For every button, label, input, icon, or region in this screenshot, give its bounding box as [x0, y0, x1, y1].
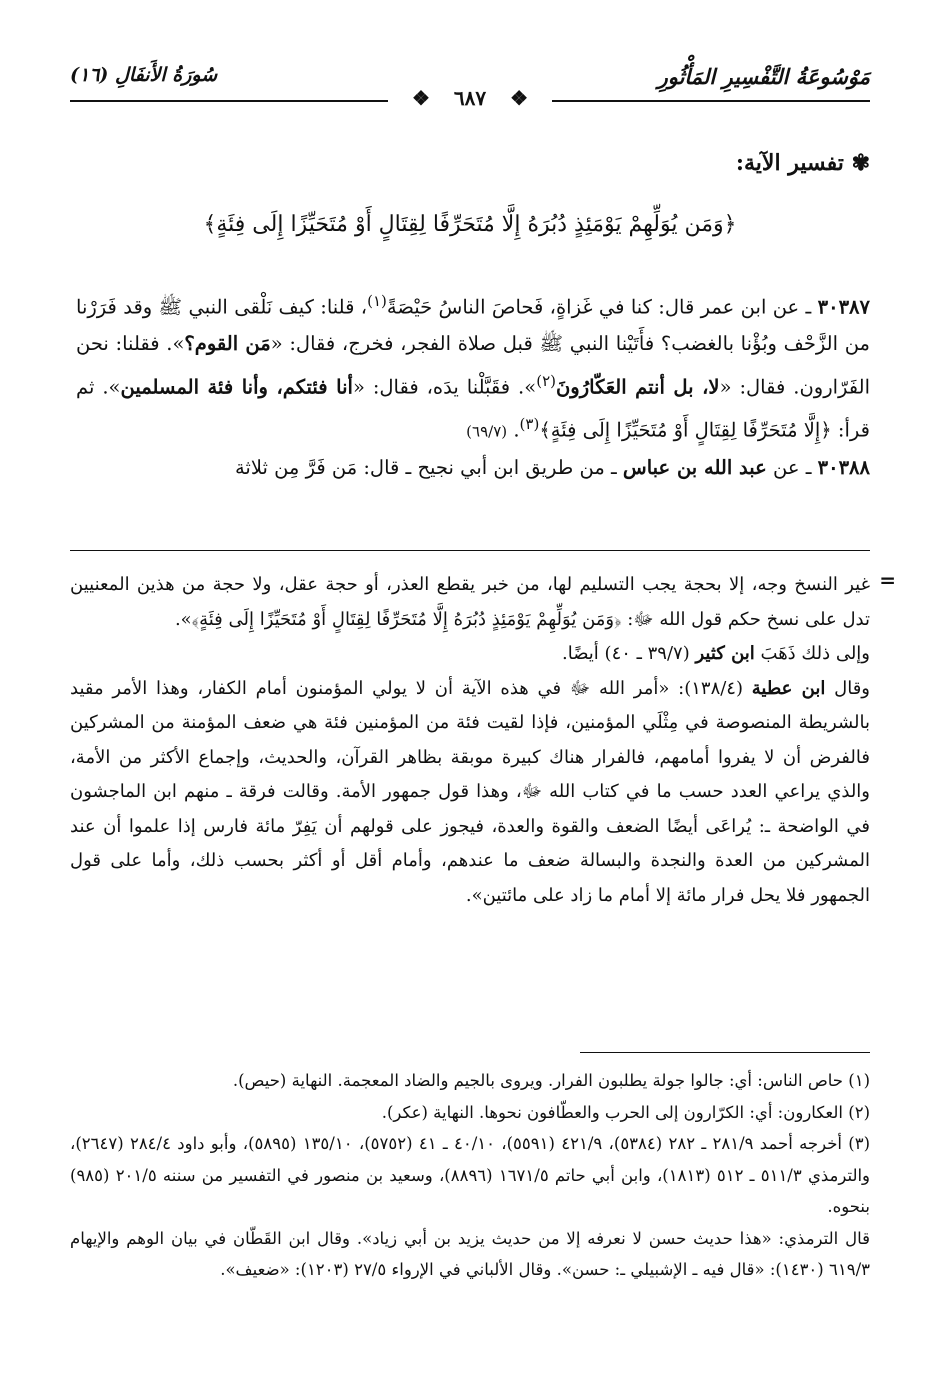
flower-ornament-icon: ✾ — [851, 150, 870, 176]
narration-text: . — [507, 418, 520, 441]
page-number: ٦٨٧ — [444, 86, 496, 110]
narration-text: ـ عن — [766, 455, 818, 479]
footnote-ref: (٢) — [536, 371, 556, 390]
verse-quote: ﴿إِلَّا مُتَحَرِّفًا لِقِتَالٍ أَوْ مُتَحَيِّزًا إِلَى فِئَةٍ﴾ — [539, 418, 832, 441]
footnotes — [70, 1065, 870, 1286]
narration-item — [76, 283, 870, 450]
narration-item — [76, 450, 870, 487]
scholar-name: ابن عطية — [751, 677, 826, 699]
narration-number: ٣٠٣٨٨ — [817, 455, 870, 479]
hadith-quote: لا، بل أنتم العَكّارُونَ — [555, 375, 720, 398]
note-paragraph — [70, 672, 870, 914]
narration-text: ـ من طريق ابن أبي نجيح ـ قال: مَن فَرَّ مِن ثلاثة — [234, 455, 623, 479]
narration-text: ». فقَبَّلْنا يدَه، فقال: « — [352, 375, 537, 398]
volume-reference: (٦٩/٧) — [466, 422, 508, 440]
note-paragraph — [70, 568, 870, 637]
ornament-icon: ❖ — [402, 86, 440, 110]
footnote: (١) حاص الناس: أي: جالوا جولة يطلبون الفرار. ويروى بالجيم والضاد المعجمة. النهاية (حيص). — [232, 1071, 870, 1090]
verse-quote: ﴿وَمَن يُوَلِّهِمْ يَوْمَئِذٍ دُبُرَهُ إِلَّا مُتَحَرِّفًا لِقِتَالٍ أَوْ مُتَحَيِّزًا إِلَى فِئَةٍ﴾ — [191, 608, 622, 630]
narrations — [76, 283, 870, 486]
footnote-ref: (١) — [367, 292, 387, 310]
note-paragraph — [70, 637, 870, 672]
narration-text: ». فقلنا: نحن الفَرّارون. فقال: « — [76, 332, 871, 398]
note-text: (١٣٨/٤): «أمر الله ﷻ في هذه الآية أن لا يولي المؤمنون أمام الكفار، وهذا الأمر مقيد بالشريطة المنصوصة في مِثْلَي المؤمنين، فإذا لقيت فئة من المؤمنين فئة هي ضعف المؤمنة من المشركين فالفرض أن لا يفروا أمامهم، فالفرار هناك كبيرة موبقة بظاهر القرآن، والحديث، وإجماع الأكثر من الأمة، والذي يراعي العدد حسب ما في كتاب الله ﷻ، وهذا قول جمهور الأمة. وقالت فرقة ـ منهم ابن الماجشون في الواضحة ـ: يُراعَى أيضًا الضعف والقوة والعدة، فيجوز على قولهم أن يَفِرّ مائة فارس إذا علموا أن عند المشركين من العدة والنجدة والبسالة ضعف ما عندهم، وأمام أقل أو أكثر بحسب ذلك، وأما على قول الجمهور فلا يحل فرار مائة إلا أمام ما زاد على مائتين». — [70, 677, 870, 906]
footnote: (٢) العكارون: أي: الكرّارون إلى الحرب والعطّافون نحوها. النهاية (عكر). — [381, 1102, 870, 1122]
commentary-notes — [70, 568, 870, 913]
running-header — [70, 60, 870, 110]
footnotes-divider — [580, 1052, 870, 1053]
page-number-box — [388, 86, 552, 110]
note-text: وإلى ذلك ذَهَبَ — [754, 643, 870, 664]
narration-text: ـ عن ابن عمر قال: كنا في غَزاةٍ، فَحاصَ الناسُ حَيْصَةً — [386, 295, 818, 319]
narration-text: ، قلنا: كيف نَلْقى النبي ﷺ وقد فَرَرْنا من الزَّحْف وبُؤْنا بالغضب؟ فأَتَيْنا النبي ﷺ قبل صلاة الفجر، فخرج، فقال: « — [76, 295, 871, 355]
continuation-mark: = — [879, 568, 896, 592]
footnote-ref: (٣) — [519, 414, 540, 433]
footnote: (٣) أخرجه أحمد ٢٨١/٩ ـ ٢٨٢ (٥٣٨٤)، ٤٢١/٩ (٥٥٩١)، ٤٠/١٠ ـ ٤١ (٥٧٥٢)، ١٣٥/١٠ (٥٨٩٥)، وأبو داود ٢٨٤/٤ (٢٦٤٧)، والترمذي ٥١١/٣ ـ ٥١٢ (١٨١٣)، وابن أبي حاتم ١٦٧١/٥ (٨٨٩٦)، وسعيد بن منصور في التفسير من سننه ٢٠١/٥ (٩٨٥) بنحوه. — [70, 1134, 871, 1216]
hadith-quote: أنا فئتكم، وأنا فئة المسلمين — [120, 375, 353, 398]
page-number-wrapper — [70, 86, 870, 110]
section-heading — [736, 150, 870, 176]
footnote: قال الترمذي: «هذا حديث حسن لا نعرفه إلا من حديث يزيد بن أبي زياد». وقال ابن القَطّان في بيان الوهم والإيهام ٦١٩/٣ (١٤٣٠): «قال فيه ـ الإشبيلي ـ: حسن». وقال الألباني في الإرواء ٢٧/٥ (١٢٠٣): «ضعيف». — [70, 1228, 870, 1279]
note-text: غير النسخ وجه، إلا بحجة يجب التسليم لها، من خبر يقطع العذر، أو حجة عقل، ولا حجة من هذين المعنيين تدل على نسخ حكم قول الله ﷻ: — [70, 574, 870, 630]
surah-name: سُورَةُ الأَنفَالِ (١٦) — [70, 64, 218, 86]
note-text: (٣٩/٧ ـ ٤٠) أيضًا. — [561, 643, 696, 664]
notes-divider — [70, 550, 870, 551]
hadith-quote: مَن القوم؟ — [184, 332, 271, 355]
narration-number: ٣٠٣٨٧ — [817, 295, 870, 319]
narration-text: ». ثم قرأ: — [76, 375, 870, 441]
narrator-name: عبد الله بن عباس — [622, 455, 767, 479]
quran-verse: ﴿وَمَن يُوَلِّهِمْ يَوْمَئِذٍ دُبُرَهُ إِلَّا مُتَحَرِّفًا لِقِتَالٍ أَوْ مُتَحَيِّزًا إِلَى فِئَةٍ﴾ — [203, 212, 737, 237]
scholar-name: ابن كثير — [695, 643, 755, 664]
section-title: تفسير الآية: — [735, 150, 844, 176]
note-text: ». — [174, 608, 192, 630]
ornament-icon: ❖ — [500, 86, 538, 110]
book-title: مَوْسُوعَةُ التَّفْسِيرِ المَأْثُورِ — [657, 64, 870, 89]
note-text: وقال — [825, 677, 870, 699]
